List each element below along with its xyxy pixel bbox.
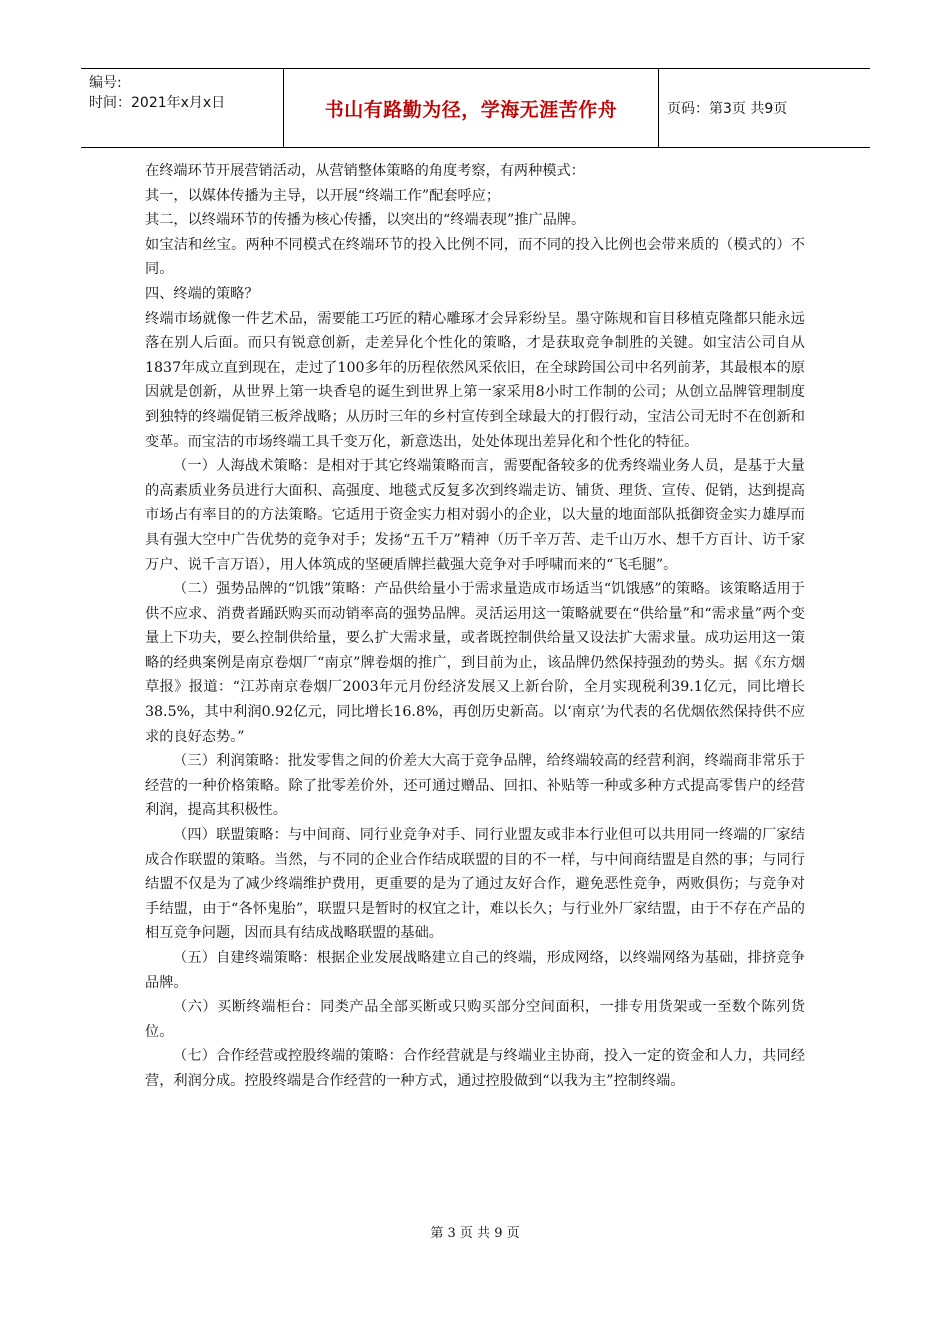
paragraph: （四）联盟策略：与中间商、同行业竞争对手、同行业盟友或非本行业但可以共用同一终端的厂家结成合作联盟的策略。当然，与不同的企业合作结成联盟的目的不一样，与中间商结盟是自然的事；与同行结盟不仅是为了减少终端维护费用，更重要的是为了通过友好合作，避免恶性竞争，两败俱伤；与竞争对手结盟，由于“各怀鬼胎”，联盟只是暂时的权宜之计，难以长久；与行业外厂家结盟，由于不存在产品的相互竞争问题，因而具有结成战略联盟的基础。 [145,827,805,942]
paragraph: （一）人海战术策略：是相对于其它终端策略而言，需要配备较多的优秀终端业务人员，是基于大量的高素质业务员进行大面积、高强度、地毯式反复多次到终端走访、铺货、理货、宣传、促销，达到提高市场占有率目的的方法策略。它适用于资金实力相对弱小的企业，以大量的地面部队抵御资金实力雄厚而具有强大空中广告优势的竞争对手；发扬“五千万”精神（历千辛万苦、走千山万水、想千方百计、访千家万户、说千言万语），用人体筑成的坚硬盾牌拦截强大竞争对手呼啸而来的“飞毛腿”。 [145,458,805,573]
header-motto: 书山有路勤为径，学海无涯苦作舟 [284,69,659,147]
document-number-label: 编号: [89,75,122,91]
document-body [145,159,805,1094]
section-heading: 四、终端的策略？ [145,285,259,302]
paragraph: （七）合作经营或控股终端的策略：合作经营就是与终端业主协商，投入一定的资金和人力，共同经营，利润分成。控股终端是合作经营的一种方式，通过控股做到“以我为主”控制终端。 [145,1048,805,1089]
page-header [81,68,870,148]
paragraph: （二）强势品牌的“饥饿”策略：产品供给量小于需求量造成市场适当“饥饿感”的策略。该策略适用于供不应求、消费者踊跃购买而动销率高的强势品牌。灵活运用这一策略就要在“供给量”和“需求量”两个变量上下功夫，要么控制供给量，要么扩大需求量，或者既控制供给量又设法扩大需求量。成功运用这一策略的经典案例是南京卷烟厂“南京”牌卷烟的推广，到目前为止，该品牌仍然保持强劲的势头。据《东方烟草报》报道：“江苏南京卷烟厂2003年元月份经济发展又上新台阶，全月实现税利39.1亿元，同比增长38.5%，其中利润0.92亿元，同比增长16.8%，再创历史新高。以‘南京’为代表的名优烟依然保持供不应求的良好态势。” [145,581,805,745]
paragraph: 其一，以媒体传播为主导，以开展“终端工作”配套呼应； [145,187,501,204]
paragraph: （六）买断终端柜台：同类产品全部买断或只购买部分空间面积，一排专用货架或一至数个陈列货位。 [145,999,805,1040]
paragraph: 如宝洁和丝宝。两种不同模式在终端环节的投入比例不同，而不同的投入比例也会带来质的（模式的）不同。 [145,236,805,278]
paragraph: （五）自建终端策略：根据企业发展战略建立自己的终端，形成网络，以终端网络为基础，排挤竞争品牌。 [145,950,805,991]
paragraph: 在终端环节开展营销活动，从营销整体策略的角度考察，有两种模式： [145,163,585,179]
paragraph: （三）利润策略：批发零售之间的价差大大高于竞争品牌，给终端较高的经营利润，终端商非常乐于经营的一种价格策略。除了批零差价外，还可通过赠品、回扣、补贴等一种或多种方式提高零售户的经营利润，提高其积极性。 [145,753,805,819]
page-footer: 第 3 页 共 9 页 [430,1226,520,1241]
header-left-cell [81,69,284,147]
paragraph: 终端市场就像一件艺术品，需要能工巧匠的精心雕琢才会异彩纷呈。墨守陈规和盲目移植克隆都只能永远落在别人后面。而只有锐意创新，走差异化个性化的策略，才是获取竞争制胜的关键。如宝洁公司自从1837年成立直到现在，走过了100多年的历程依然风采依旧，在全球跨国公司中名列前茅，其最根本的原因就是创新，从世界上第一块香皂的诞生到世界上第一家采用8小时工作制的公司；从创立品牌管理制度到独特的终端促销三板斧战略；从历时三年的乡村宣传到全球最大的打假行动，宝洁公司无时不在创新和变革。而宝洁的市场终端工具千变万化，新意迭出，处处体现出差异化和个性化的特征。 [145,310,805,450]
document-date-label: 时间：2021年x月x日 [89,95,226,111]
header-page-label: 页码：第3页 共9页 [667,101,788,117]
paragraph: 其二，以终端环节的传播为核心传播，以突出的“终端表现”推广品牌。 [145,212,586,229]
